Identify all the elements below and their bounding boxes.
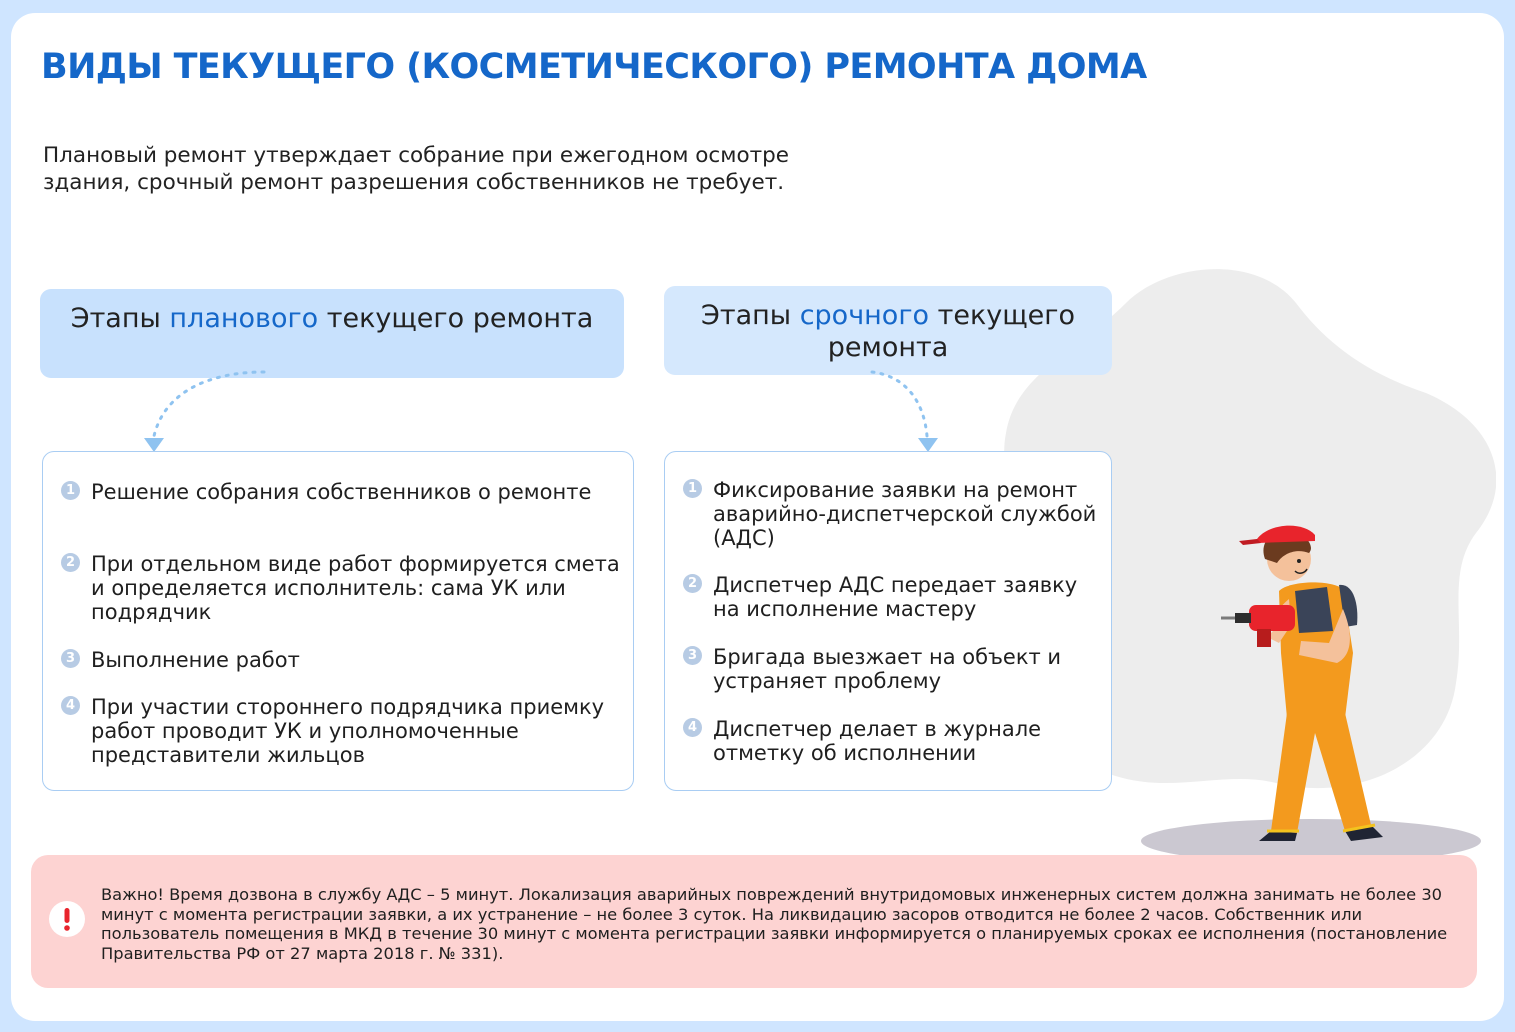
urgent-steps-list [664,451,1112,791]
list-item [683,717,1103,765]
step-number-badge: 1 [683,479,702,498]
step-text: При участии стороннего подрядчика приемку работ проводит УК и уполномоченные представители жильцов [91,695,605,767]
urgent-header-accent: срочного [799,300,930,331]
urgent-header-suffix: текущего ремонта [827,300,1075,363]
step-number-badge: 2 [683,574,702,593]
list-item [61,648,625,672]
planned-header-accent: планового [169,303,319,334]
step-text: При отдельном виде работ формируется смета и определяется исполнитель: сама УК или подрядчик [91,552,620,624]
step-text: Диспетчер АДС передает заявку на исполнение мастеру [713,573,1078,621]
step-text: Диспетчер делает в журнале отметку об исполнении [713,717,1042,765]
step-number-badge: 3 [61,649,80,668]
intro-text: Плановый ремонт утверждает собрание при ежегодном осмотре здания, срочный ремонт разрешения собственников не требует. [43,143,790,195]
list-item [683,573,1103,621]
planned-header-suffix: текущего ремонта [318,303,594,334]
page-title: ВИДЫ ТЕКУЩЕГО (КОСМЕТИЧЕСКОГО) РЕМОНТА ДОМА [41,47,1147,87]
step-number-badge: 3 [683,646,702,665]
urgent-header-prefix: Этапы [701,300,800,331]
notice-text: Важно! Время дозвона в службу АДС – 5 минут. Локализация аварийных повреждений внутридомовых инженерных систем должна занимать не более 30 минут с момента регистрации заявки, а их устранение – не более 3 суток. На ликвидацию засоров отводится не более 2 часов. Собственник или пользователь помещения в МКД в течение 30 минут с момента регистрации заявки информируется о планируемых сроках ее исполнения (постановление Правительства РФ от 27 марта 2018 г. № 331). [101,885,1448,963]
step-text: Выполнение работ [91,648,300,672]
step-number-badge: 4 [683,718,702,737]
step-number-badge: 4 [61,696,80,715]
list-item [61,695,625,767]
list-item [61,552,625,624]
step-number-badge: 1 [61,481,80,500]
step-number-badge: 2 [61,553,80,572]
planned-dotted-arrow-icon [136,368,276,453]
planned-stages-header [40,289,624,378]
exclamation-icon [49,901,85,937]
list-item [683,645,1103,693]
urgent-stages-header [664,286,1112,375]
urgent-dotted-arrow-icon [866,368,946,453]
step-text: Решение собрания собственников о ремонте [91,480,592,504]
planned-header-prefix: Этапы [70,303,170,334]
step-text: Бригада выезжает на объект и устраняет проблему [713,645,1062,693]
worker-with-drill-illustration [1139,513,1484,873]
step-text: Фиксирование заявки на ремонт аварийно-диспетчерской службой (АДС) [713,478,1097,550]
planned-steps-list [42,451,634,791]
list-item [683,478,1103,550]
important-notice [31,855,1477,988]
list-item [61,480,625,504]
